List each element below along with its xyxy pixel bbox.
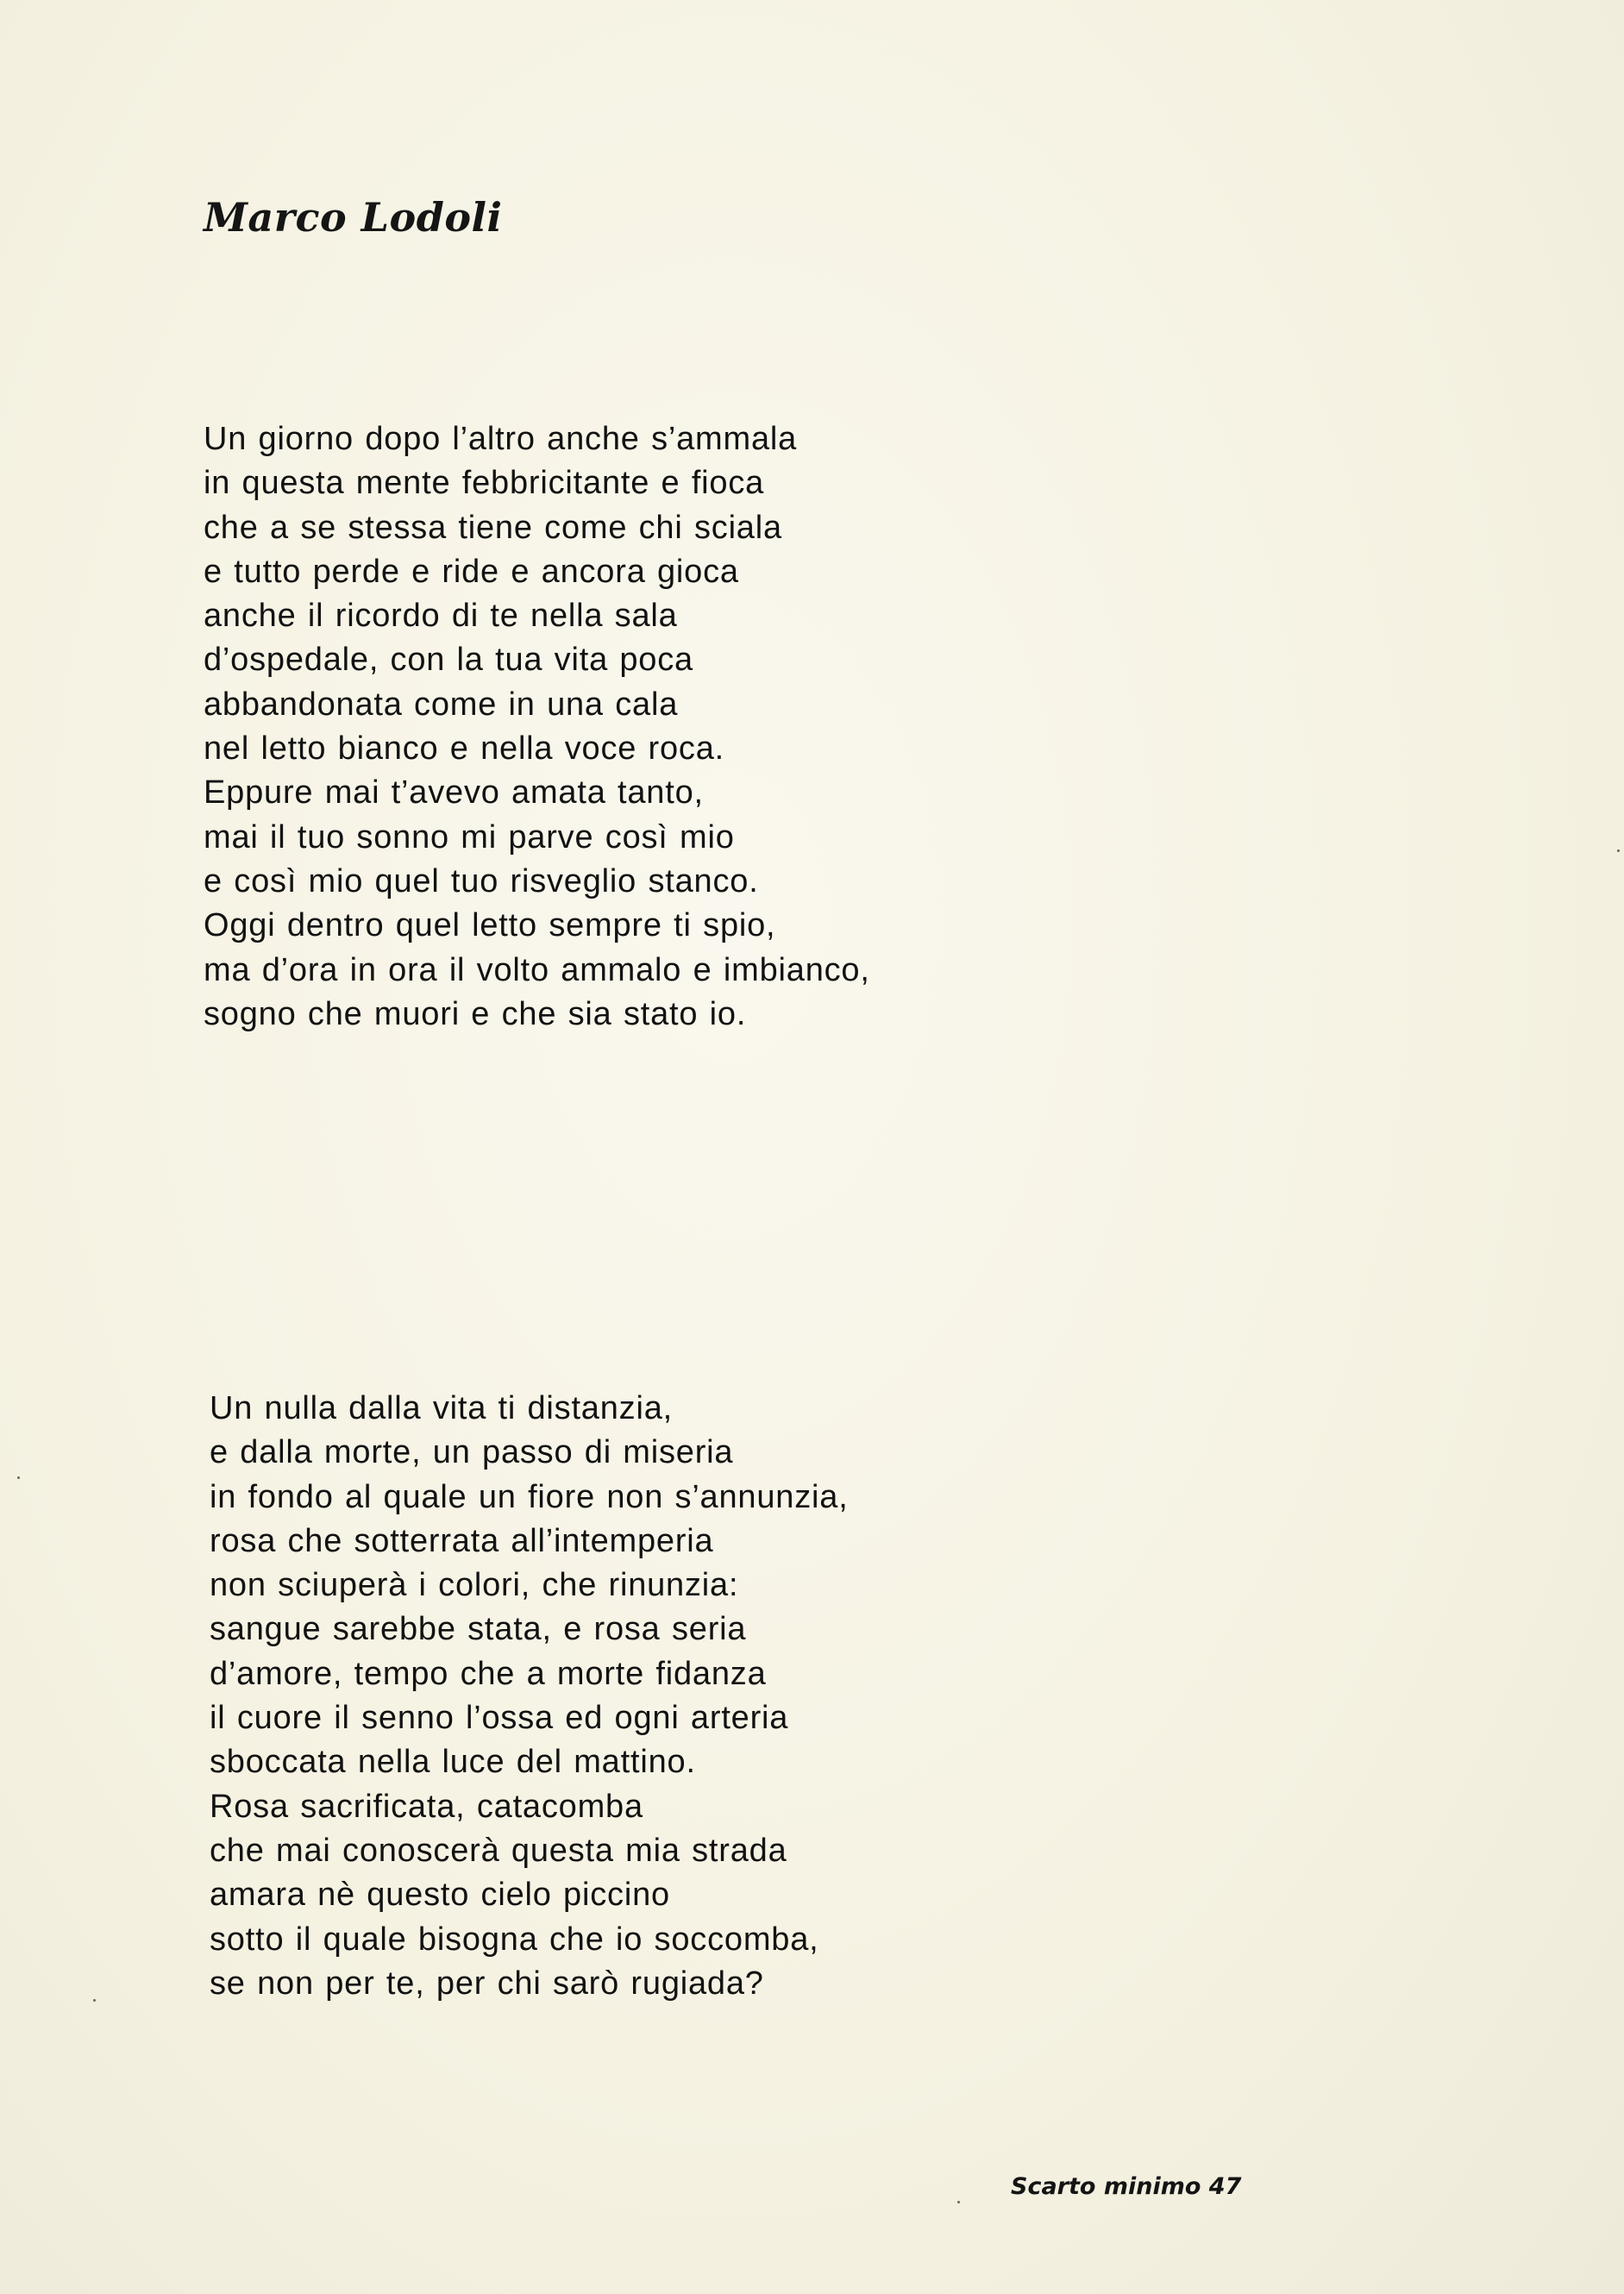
poem-2-line: rosa che sotterrata all’intemperia [210, 1522, 714, 1559]
poem-1-line: nel letto bianco e nella voce roca. [204, 730, 725, 768]
poem-2-line: sboccata nella luce del mattino. [210, 1744, 696, 1781]
poem-1-line: che a se stessa tiene come chi sciala [204, 509, 782, 546]
poem-1-line: sogno che muori e che sia stato io. [204, 995, 747, 1032]
poem-2-line: che mai conoscerà questa mia strada [210, 1832, 787, 1869]
poem-1-line: Eppure mai t’avevo amata tanto, [204, 774, 704, 812]
poem-2-line: sangue sarebbe stata, e rosa seria [210, 1611, 747, 1648]
poem-2-line: se non per te, per chi sarò rugiada? [210, 1965, 764, 2002]
poem-2 [210, 1387, 849, 2006]
poem-1-line: Oggi dentro quel letto sempre ti spio, [204, 907, 776, 944]
poem-2-line: in fondo al quale un fiore non s’annunzia, [210, 1478, 849, 1515]
poem-1-line: d’ospedale, con la tua vita poca [204, 642, 693, 679]
poem-2-line: d’amore, tempo che a morte fidanza [210, 1655, 767, 1692]
poem-2-line: Un nulla dalla vita ti distanzia, [210, 1390, 674, 1426]
poem-2-line: Rosa sacrificata, catacomba [210, 1788, 643, 1825]
paper-speck [17, 1476, 20, 1479]
paper-speck [93, 1999, 96, 2002]
paper-speck [957, 2201, 960, 2203]
poem-2-line: amara nè questo cielo piccino [210, 1877, 670, 1914]
poem-1-line: e tutto perde e ride e ancora gioca [204, 553, 739, 590]
poem-1-line: anche il ricordo di te nella sala [204, 598, 678, 635]
poem-1-line: ma d’ora in ora il volto ammalo e imbianco, [204, 951, 870, 988]
poem-2-line: e dalla morte, un passo di miseria [210, 1434, 734, 1471]
poem-1 [204, 417, 870, 1037]
poem-1-line: in questa mente febbricitante e fioca [204, 465, 765, 502]
poem-2-line: il cuore il senno l’ossa ed ogni arteria [210, 1700, 789, 1737]
poem-1-line: abbandonata come in una cala [204, 686, 679, 723]
poem-1-line: Un giorno dopo l’altro anche s’ammala [204, 421, 798, 457]
poem-1-line: mai il tuo sonno mi parve così mio [204, 818, 735, 856]
poem-2-line: non sciuperà i colori, che rinunzia: [210, 1567, 739, 1604]
paper-speck [1617, 849, 1620, 852]
poem-1-line: e così mio quel tuo risveglio stanco. [204, 862, 759, 899]
running-footer: Scarto minimo 47 [1011, 2173, 1242, 2200]
author-name: Marco Lodoli [204, 194, 503, 241]
poem-2-line: sotto il quale bisogna che io soccomba, [210, 1921, 819, 1958]
